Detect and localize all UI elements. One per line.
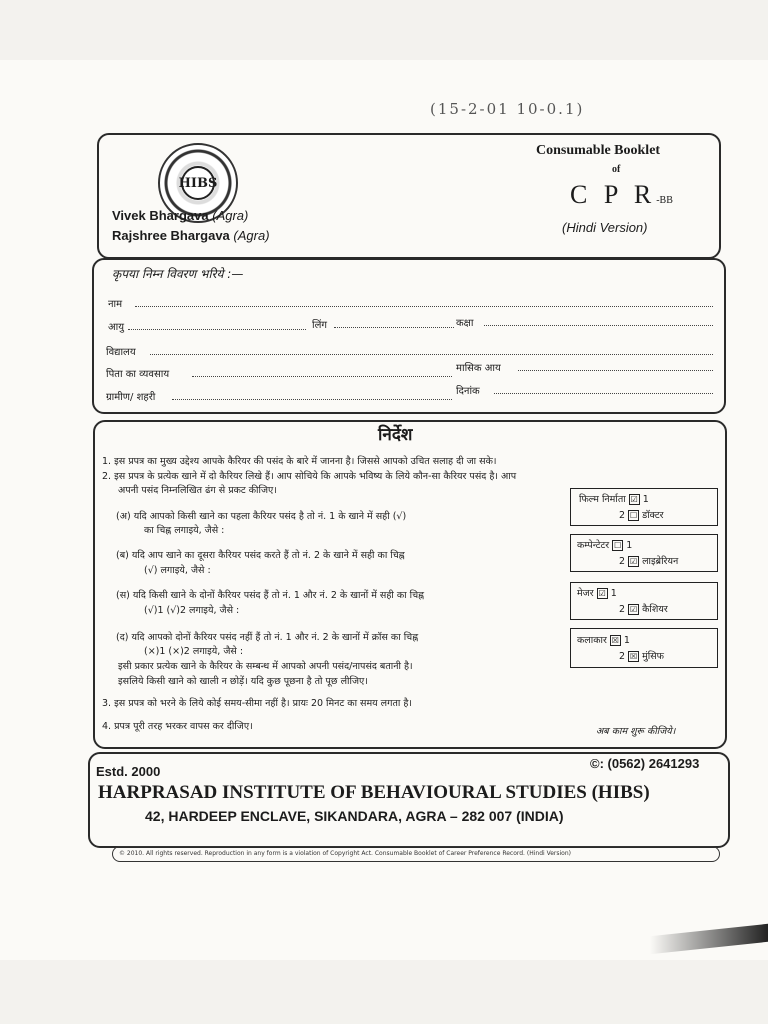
example-1-num-1: 1: [642, 494, 649, 505]
instruction-c2: (√)1 (√)2 लगाइये, जैसे :: [144, 605, 240, 616]
class-label: कक्षा: [456, 318, 474, 329]
example-1-num-2: 2: [619, 510, 626, 521]
start-note: अब काम शुरू कीजिये।: [596, 726, 676, 737]
example-box-2: [570, 534, 718, 572]
name-label: नाम: [108, 299, 123, 310]
handwritten-note: (15-2-01 10-0.1): [430, 100, 585, 118]
name-field[interactable]: [135, 306, 713, 307]
example-box-4: [570, 628, 718, 668]
test-code-main: C P R: [570, 180, 657, 209]
gender-label: लिंग: [312, 320, 327, 331]
date-label: दिनांक: [456, 386, 480, 397]
example-3-career-1: मेजर: [577, 588, 594, 599]
example-4-num-1: 1: [623, 635, 630, 646]
date-field[interactable]: [494, 393, 713, 394]
school-label: विद्यालय: [106, 347, 136, 358]
author-2: [112, 228, 270, 243]
booklet-label: Consumable Booklet: [536, 143, 661, 158]
form-title: कृपया निम्न विवरण भरिये :—: [112, 267, 244, 281]
rural-urban-field[interactable]: [172, 399, 452, 400]
example-2-mark-1: ☐: [614, 541, 622, 550]
copyright-notice: © 2010. All rights reserved. Reproduction in any form is a violation of Copyright Act. Consumable Booklet of Career Preference Record. (Hindi Version): [112, 846, 720, 862]
example-4-mark-1: ☒: [611, 636, 619, 645]
instruction-e2: इसलिये किसी खाने को खाली न छोड़ें। यदि कुछ पूछना है तो पूछ लीजिए।: [118, 676, 368, 687]
author-1-city: (Agra): [212, 208, 249, 223]
example-box-1: [570, 488, 718, 526]
instruction-a2: का चिह्न लगाइये, जैसे :: [144, 525, 225, 536]
author-2-name: Rajshree Bhargava: [112, 228, 230, 243]
institute-address: 42, HARDEEP ENCLAVE, SIKANDARA, AGRA – 282 007 (INDIA): [145, 808, 564, 824]
instruction-2a: 2. इस प्रपत्र के प्रत्येक खाने में दो कैरियर लिखे हैं। आप सोचिये कि आपके भविष्य के लिये कौन-सा कैरियर पसंद है। आप: [102, 471, 517, 482]
example-1-mark-1: ☑: [630, 495, 638, 504]
example-1-career-1: फिल्म निर्माता: [579, 494, 626, 505]
instruction-e1: इसी प्रकार प्रत्येक खाने के कैरियर के सम्बन्ध में आपको अपनी पसंद/नापसंद बतानी है।: [118, 661, 413, 672]
example-2-mark-2: ☑: [629, 557, 638, 566]
author-2-city: (Agra): [233, 228, 270, 243]
example-3-num-1: 1: [610, 588, 617, 599]
example-4-career-1: कलाकार: [577, 635, 607, 646]
logo-text: HIBS: [181, 166, 215, 200]
father-occupation-field[interactable]: [192, 376, 452, 377]
instruction-c1: (स) यदि किसी खाने के दोनों कैरियर पसंद हैं तो नं. 1 और नं. 2 के खानों में सही का चिह्न: [116, 590, 425, 601]
test-code: [570, 180, 673, 210]
instruction-d2: (×)1 (×)2 लगाइये, जैसे :: [144, 646, 244, 657]
instruction-4: 4. प्रपत्र पूरी तरह भरकर वापस कर दीजिए।: [102, 721, 253, 732]
example-3-num-2: 2: [619, 604, 626, 615]
author-1: [112, 208, 248, 223]
author-1-name: Vivek Bhargava: [112, 208, 209, 223]
example-4-career-2: मुंसिफ: [642, 651, 664, 662]
of-label: of: [612, 164, 621, 175]
example-box-3: [570, 582, 718, 620]
example-2-num-1: 1: [626, 540, 633, 551]
instruction-d1: (द) यदि आपको दोनों कैरियर पसंद नहीं हैं तो नं. 1 और नं. 2 के खानों में क्रॉस का चिह्न: [116, 632, 419, 643]
example-2-career-2: लाइब्रेरियन: [642, 556, 679, 567]
example-4-num-2: 2: [619, 651, 626, 662]
phone-number: ©: (0562) 2641293: [590, 756, 700, 771]
instruction-1: 1. इस प्रपत्र का मुख्य उद्देश्य आपके कैरियर की पसंद के बारे में जानना है। जिससे आपको उचित सलाह दी जा सके।: [102, 456, 497, 467]
age-field[interactable]: [128, 329, 306, 330]
example-2-num-2: 2: [619, 556, 626, 567]
age-label: आयु: [108, 322, 125, 333]
instruction-b1: (ब) यदि आप खाने का दूसरा कैरियर पसंद करते हैं तो नं. 2 के खाने में सही का चिह्न: [116, 550, 405, 561]
example-2-career-1: कम्पेन्टेटर: [577, 540, 610, 551]
school-field[interactable]: [150, 354, 713, 355]
institute-name: HARPRASAD INSTITUTE OF BEHAVIOURAL STUDIES (HIBS): [98, 782, 650, 803]
gender-field[interactable]: [334, 327, 454, 328]
example-4-mark-2: ☒: [629, 652, 638, 661]
example-3-mark-2: ☑: [629, 605, 638, 614]
monthly-income-field[interactable]: [518, 370, 713, 371]
monthly-income-label: मासिक आय: [456, 363, 501, 374]
example-1-career-2: डॉक्टर: [642, 510, 664, 521]
test-code-suffix: -BB: [656, 195, 673, 206]
instruction-3: 3. इस प्रपत्र को भरने के लिये कोई समय-सीमा नहीं है। प्रायः 20 मिनट का समय लगता है।: [102, 698, 413, 709]
class-field[interactable]: [484, 325, 713, 326]
instruction-2b: अपनी पसंद निम्नलिखित ढंग से प्रकट कीजिए।: [118, 485, 277, 496]
example-3-career-2: कैशियर: [642, 604, 668, 615]
version-label: (Hindi Version): [562, 220, 648, 235]
example-1-mark-2: ☐: [629, 511, 638, 520]
rural-urban-label: ग्रामीण/ शहरी: [106, 392, 156, 403]
instructions-title: निर्देश: [378, 425, 413, 445]
established-year: Estd. 2000: [96, 764, 161, 779]
instruction-a1: (अ) यदि आपको किसी खाने का पहला कैरियर पसंद है तो नं. 1 के खाने में सही (√): [116, 511, 407, 522]
father-occupation-label: पिता का व्यवसाय: [106, 369, 170, 380]
instruction-b2: (√) लगाइये, जैसे :: [144, 565, 211, 576]
example-3-mark-1: ☑: [598, 589, 606, 598]
